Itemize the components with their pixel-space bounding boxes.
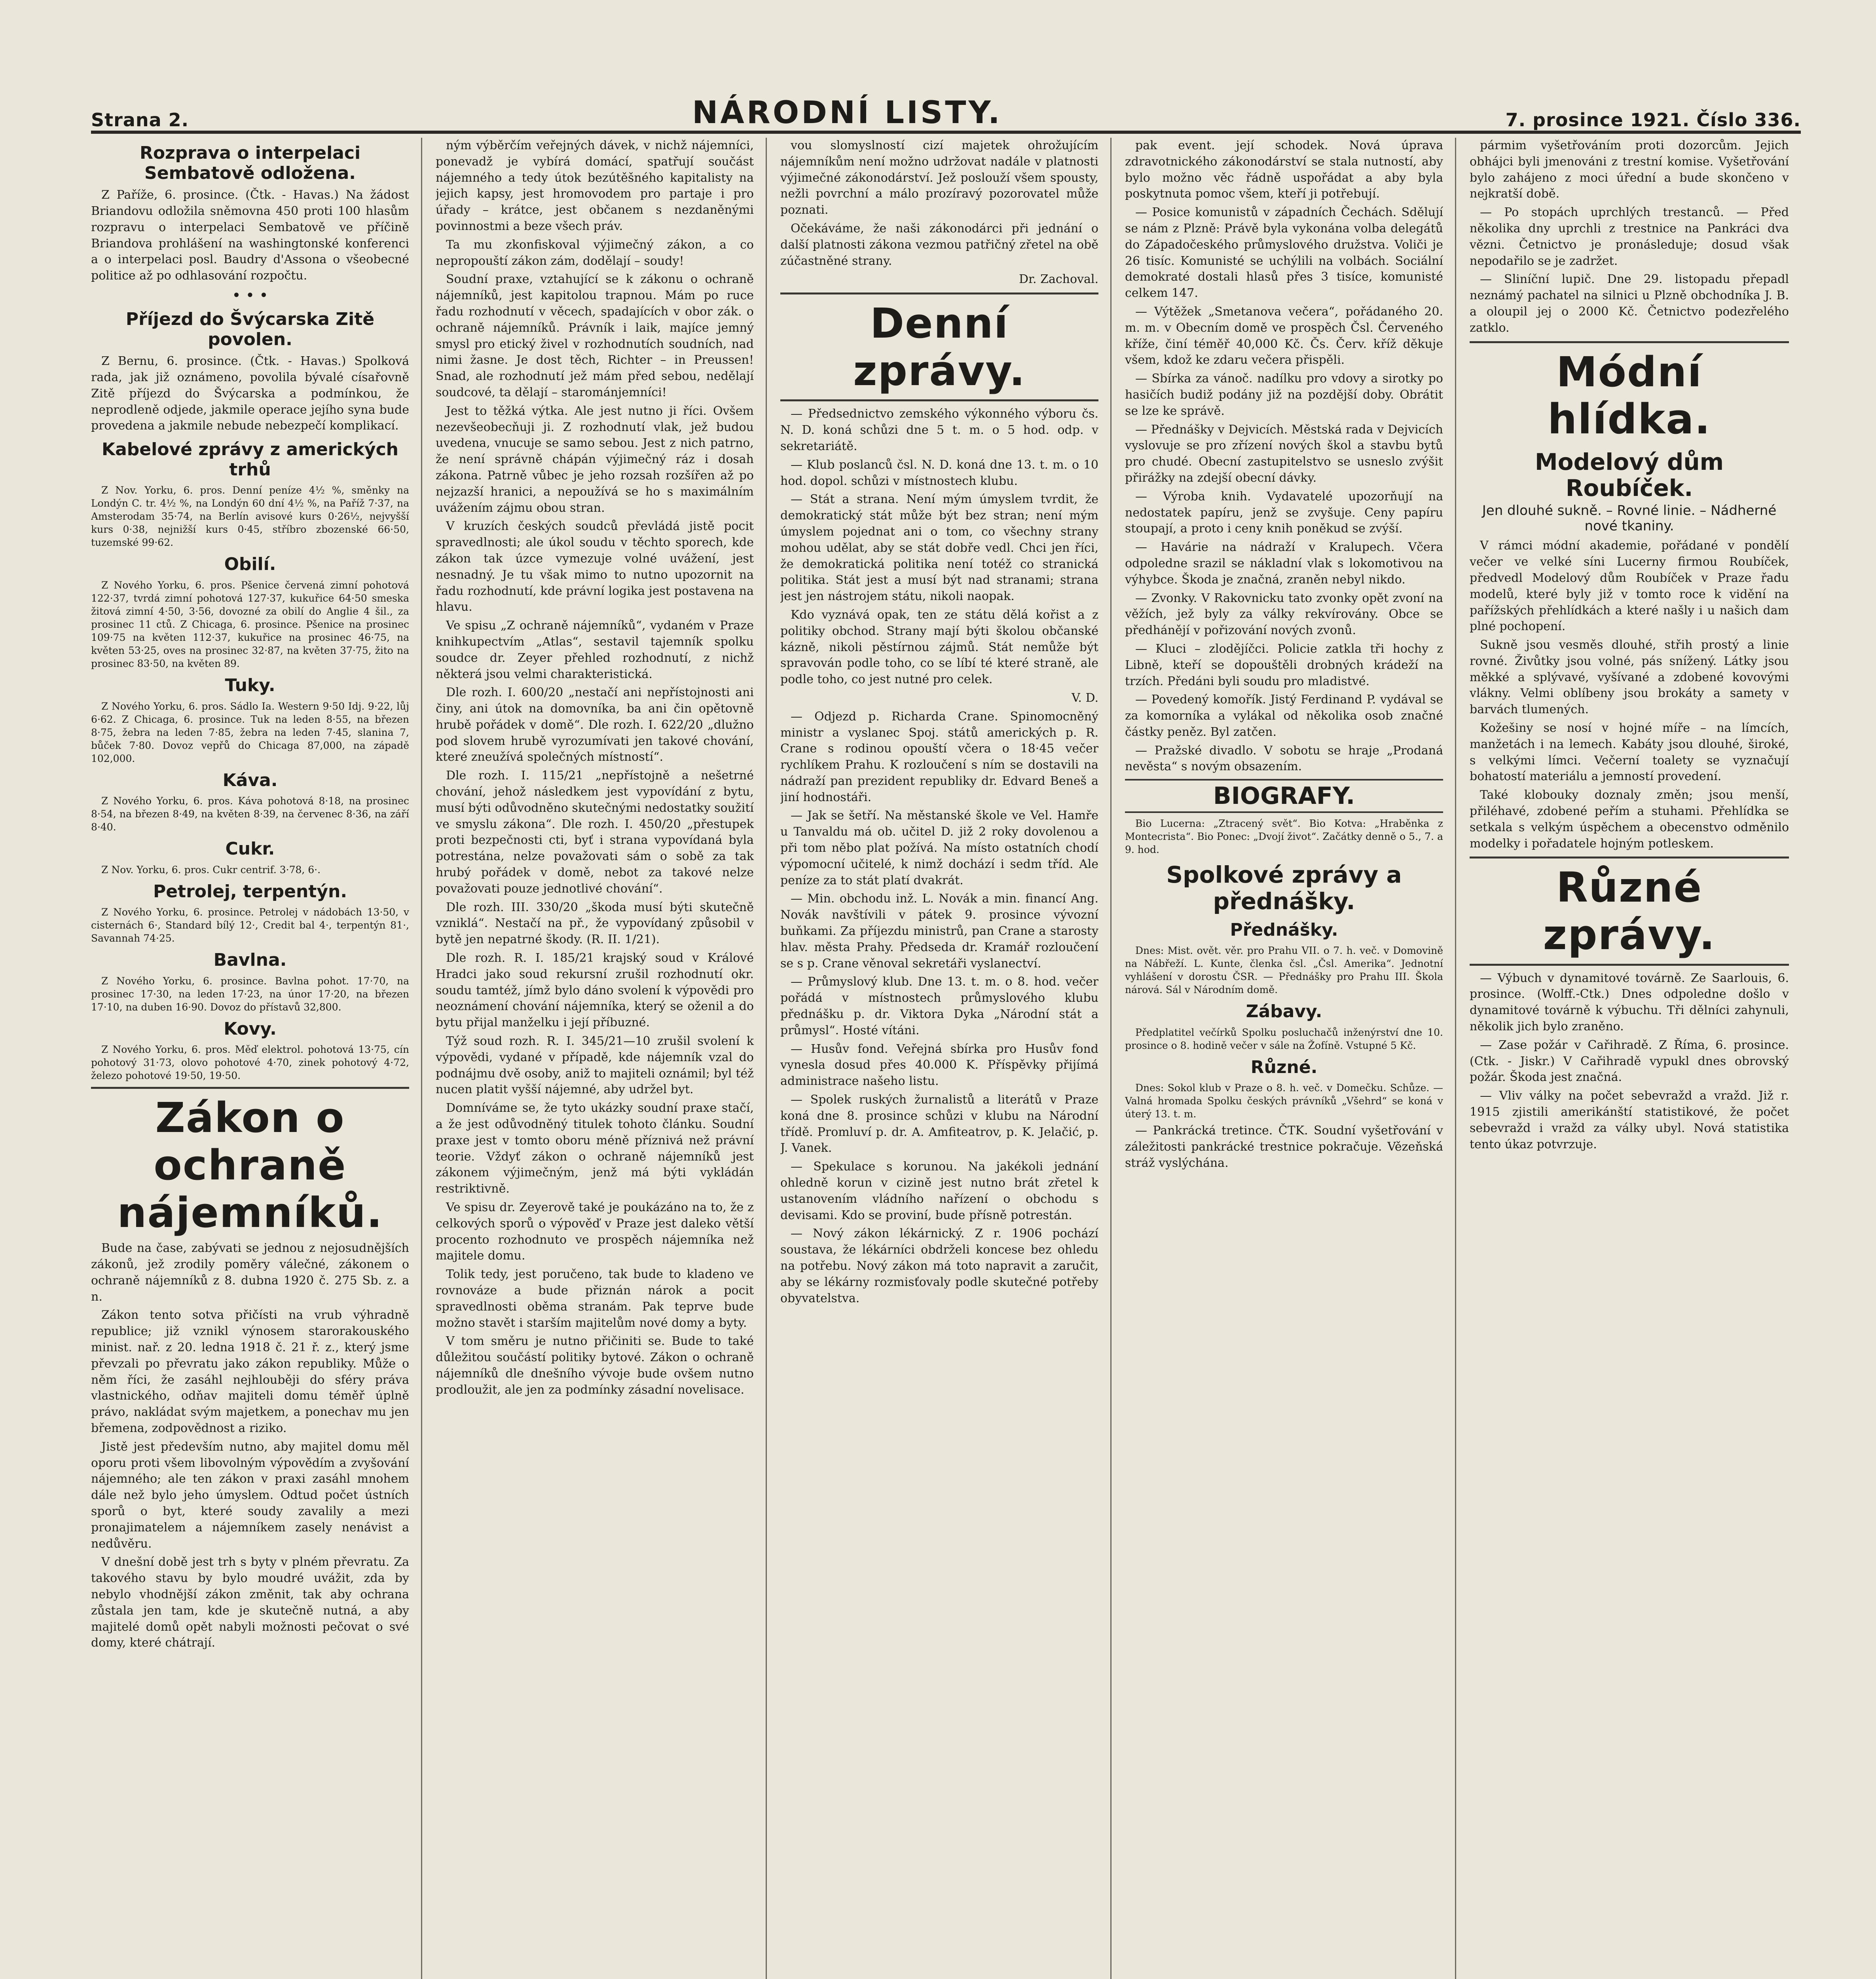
market-subhead: Tuky. xyxy=(225,675,275,695)
article-headline: Příjezd do Švýcarska Zitě povolen. xyxy=(125,309,375,349)
article-paragraph: ným výběrčím veřejných dávek, v nichž nájemníci, ponevadž je vybírá domácí, spatřují součást nájemného a tedy útok bezútěšného kapitalisty na jejich kapsy, jest hromovodem pro partaje i pro úřady – krátce, jest občanem s nezdaněnými povinnostmi a beze všech práv. xyxy=(436,139,754,233)
news-item: — Výroba knih. Vydavatelé upozorňují na nedostatek papíru, jenž se zvyšuje. Ceny papíru stoupají, a proto i ceny knih poněkud se zvýší. xyxy=(1125,489,1443,536)
article-paragraph: V kruzích českých soudců převládá jistě pocit spravedlnosti; ale úkol soudu v těchto sporech, kde zákon tak úzce vymezuje volné uvážení, jest nesnadný. Je tu však mimo to nutno upozornit na řadu rozhodnutí, kde právní logika jest postavena na hlavu. xyxy=(436,519,754,614)
section-headline: Módní hlídka. xyxy=(1548,348,1711,444)
market-subhead: Kovy. xyxy=(224,1018,277,1039)
news-item: — Min. obchodu inž. L. Novák a min. financí Ang. Novák navštívili v pátek 9. prosince vývozní buňkami. Za příjezdu ministrů, pan Crane a starosty hlav. města Prahy. Předseda dr. Kramář rozloučení se s p. Crane věnoval sekretáři vyslanectví. xyxy=(780,892,1098,971)
news-item: — Průmyslový klub. Dne 13. t. m. o 8. hod. večer pořádá v místnostech průmyslového klubu přednášku p. dr. Viktora Dyka „Národní stát a průmysl“. Hosté vítáni. xyxy=(780,975,1098,1037)
market-report: Z Nového Yorku, 6. pros. Káva pohotová 8·18, na prosinec 8·54, na březen 8·49, na květen 8·39, na červenec 8·36, na září 8·40. xyxy=(91,795,409,833)
news-item: — Sliníční lupič. Dne 29. listopadu přepadl neznámý pachatel na silnici u Plzně obchodníka J. B. a oloupil jej o 2000 Kč. Četnictvo podezřelého zatklo. xyxy=(1470,272,1789,335)
news-item: pak event. její schodek. Nová úprava zdravotnického zákonodárství se stala nutností, aby bylo možno věc řádně uspořádat a aby byla poskytnuta pomoc všem, kteří ji potřebují. xyxy=(1125,139,1443,201)
article-signature: Dr. Zachoval. xyxy=(1019,272,1098,287)
news-item: — Pankrácká tretince. ČTK. Soudní vyšetřování v záležitosti pankrácké trestnice pokračuje. Vězeňská stráž vyslýchána. xyxy=(1125,1124,1443,1170)
article-paragraph: Domníváme se, že tyto ukázky soudní praxe stačí, a že jest odůvodněný titulek tohoto článku. Soudní praxe jest v tomto oboru méně příznivá než právní teorie. Vždyť zákon o ochraně nájemníků jest zákonem výjimečným, jenž má býti vykládán restriktivně. xyxy=(436,1101,754,1196)
article-headline: Modelový dům Roubíček. xyxy=(1535,448,1724,502)
news-item: — Odjezd p. Richarda Crane. Spinomocněný ministr a vyslanec Spoj. států amerických p. R. Crane s rodinou opouští včera o 18·45 večer rychlíkem Prahu. K rozloučení s ním se dostavili na nádraží pan prezident republiky dr. Edvard Beneš a jiní hodnostáři. xyxy=(780,709,1098,804)
news-item: — Po stopách uprchlých trestanců. — Před několika dny uprchli z trestnice na Pankráci dva vězni. Četnictvo je pronásleduje; dosud však nepodařilo se je zadržet. xyxy=(1470,205,1789,268)
news-item: — Posice komunistů v západních Čechách. Sdělují se nám z Plzně: Právě byla vykonána volba delegátů do Západočeského průmyslového družstva. Voliči je 26 tisíc. Komunisté se uchýlili na volbách. Sociální demokraté dostali hlasů přes 3 tisíce, komunisté celkem 147. xyxy=(1125,205,1443,300)
news-item: — Jak se šetří. Na městanské škole ve Vel. Hamře u Tanvaldu má ob. učitel D. již 2 roky dovolenou a při tom něbo plat požívá. Na místo ostatních chodí výpomocní učitelé, k nimž dochází i sedm tříd. Ale peníze za to stát platí dvakrát. xyxy=(780,809,1098,887)
article-paragraph: Sukně jsou vesměs dlouhé, střih prostý a linie rovné. Živůtky jsou volné, pás snížený. Látky jsou měkké a splývavé, vyšívané a zdobené kovovými vlákny. Velmi oblíbeny jsou brokáty a samety v barvách tlumených. xyxy=(1470,638,1789,717)
article-paragraph: Ve spisu „Z ochraně nájemníků“, vydaném v Praze knihkupectvím „Atlas“, sestavil tajemník spolku soudce dr. Zeyer přehled rozhodnutí, z nichž některá jsou velmi charakteristická. xyxy=(436,619,754,681)
market-subhead: Bavlna. xyxy=(213,950,287,971)
market-report: Z Nového Yorku, 6. prosince. Bavlna pohot. 17·70, na prosinec 17·30, na leden 17·23, na únor 17·20, na březen 17·10, na duben 16·90. Dovoz do přístavů 32,800. xyxy=(91,975,409,1013)
market-subhead: Káva. xyxy=(222,770,278,790)
column-4 xyxy=(1125,138,1456,1979)
issue-date: 7. prosince 1921. Číslo 336. xyxy=(1505,109,1801,131)
article-paragraph: Také klobouky doznaly změn; jsou menší, přiléhavé, zdobené peřím a stuhami. Přehlídka se setkala s velkým úspěchem a obecenstvo odměnilo modelky i pořadatele hojným potleskem. xyxy=(1470,788,1789,851)
news-item: — Povedený komořík. Jistý Ferdinand P. vydával se za komorníka a vylákal od několika osob značné částky peněz. Byl zatčen. xyxy=(1125,693,1443,739)
news-item: — Pražské divadlo. V sobotu se hraje „Prodaná nevěsta“ s novým obsazením. xyxy=(1125,743,1443,774)
news-item: — Výtěžek „Smetanova večera“, pořádaného 20. m. m. v Obecním domě ve prospěch Čsl. Červeného kříže, činí téměř 40,000 Kč. Čs. Červ. kříž děkuje všem, kdož ke zdaru večera přispěli. xyxy=(1125,304,1443,367)
article-paragraph: Zákon tento sotva přičísti na vrub výhradně republice; již vznikl výnosem starorakouského minist. nař. z 20. ledna 1918 č. 21 ř. z., který jsme převzali po převratu jako zákon republiky. Může o něm říci, že zasáhl nejhlouběji do sféry práva vlastnického, odňav majiteli domu téměř úplně právo, nakládat svým majetkem, a ponechav mu jen břemena, zodpovědnost a riziko. xyxy=(91,1308,409,1436)
news-item: — Předsednictvo zemského výkonného výboru čs. N. D. koná schůzi dne 5 t. m. o 5 hod. odp. v sekretariátě. xyxy=(780,407,1098,453)
article-subheadline: Jen dlouhé sukně. – Rovné linie. – Nádherné nové tkaniny. xyxy=(1482,503,1777,534)
article-paragraph: Z Bernu, 6. prosince. (Čtk. - Havas.) Spolková rada, jak již oznámeno, povolila bývalé císařovně Zitě příjezd do Švýcarska a podmínkou, že neprodleně odjede, jakmile operace jejího syna bude provedena a jakmile nebude nebezpečí komplikací. xyxy=(91,354,409,433)
market-report: Z Nového Yorku, 6. pros. Měď elektrol. pohotová 13·75, cín pohotový 31·73, olovo pohotové 4·70, zinek pohotový 4·72, železo pohotové 19·50, 19·50. xyxy=(91,1044,409,1082)
divider xyxy=(780,399,1098,401)
section-headline: Denní zprávy. xyxy=(853,299,1026,395)
market-subhead: Petrolej, terpentýn. xyxy=(153,881,347,902)
article-paragraph: Ta mu zkonfiskoval výjimečný zákon, a co nepropouští zákon zám, dodělají – soudy! xyxy=(436,237,754,268)
news-item: — Výbuch v dynamitové továrně. Ze Saarlouis, 6. prosince. (Wolff.-Ctk.) Dnes odpoledne došlo v dynamitové továrně k výbuchu. Tři dělníci zahynuli, několik jich bylo zraněno. xyxy=(1470,971,1789,1034)
article-paragraph: Očekáváme, že naši zákonodárci při jednání o další platnosti zákona vezmou patřičný zřetel na obě zúčastněné strany. xyxy=(780,221,1098,268)
news-item: — Zase požár v Cařihradě. Z Říma, 6. prosince. (Ctk. - Jiskr.) V Cařihradě vypukl dnes obrovský požár. Škoda jest značná. xyxy=(1470,1038,1789,1084)
masthead xyxy=(91,71,1801,134)
article-paragraph: Z Paříže, 6. prosince. (Čtk. - Havas.) Na žádost Briandovu odložila sněmovna 450 proti 100 hlasům rozpravu o interpelaci Sembatově ve příčině Briandova prohlášení na washingtonské konferenci a o interpelaci posl. Baudry d'Assona o všeobecné politice až po odhlasování rozpočtu. xyxy=(91,188,409,283)
article-paragraph: Dle rozh. R. I. 185/21 krajský soud v Králové Hradci jako soud rekursní zrušil rozhodnutí okr. soudu tamtéž, jímž bylo dáno svolení k výpovědi pro neoznámení chování nájemníka, který se oženil a do bytu přijal manželku i její příbuzné. xyxy=(436,951,754,1030)
news-item: — Nový zákon lékárnický. Z r. 1906 pochází soustava, že lékárníci obdrželi koncese bez ohledu na potřebu. Nový zákon má toto napravit a zaručit, aby se lékárny rozmisťovaly podle skutečné potřeby obyvatelstva. xyxy=(780,1227,1098,1305)
market-report: Z Nov. Yorku, 6. pros. Cukr centrif. 3·78, 6·. xyxy=(101,864,321,876)
article-paragraph: Dle rozh. I. 115/21 „nepřístojně a nešetrné chování, jehož následkem jest vypovídání z bytu, musí býti odůvodněno skutečnými nedostatky soužití ve smyslu zákona“. Dle rozh. I. 450/20 „přestupek proti bezpečnosti cti, byť i strana vypovídaná byla potrestána, nelze považovati sám o sobě za tak hrubý pořádek v domě, nebot za takové nelze považovati pouze jednotlivé chování“. xyxy=(436,769,754,896)
event-listing: Předplatitel večírků Spolku posluchačů inženýrství dne 10. prosince o 8. hodině večer v sále na Žofíně. Vstupné 5 Kč. xyxy=(1125,1026,1443,1051)
news-item: pármim vyšetřováním proti dozorcům. Jejich obhájci byli jmenováni z trestní komise. Vyšetřování bylo zahájeno z moci úřední a bude skončeno v nejkratší době. xyxy=(1470,139,1789,201)
news-item: — Spekulace s korunou. Na jakékoli jednání ohledně korun v cizině jest nutno brát zřetel k ustanovením vládního nařízení o obchodu s devisami. Kdo se proviní, bude přísně potrestán. xyxy=(780,1160,1098,1222)
article-paragraph: vou slomyslností cizí majetek ohrožujícím nájemníkům není možno udržovat nadále v platnosti výjimečné zákonodárství. Jež poslouží všem spousty, nežli povrchní a málo prozíravý pozorovatel může poznati. xyxy=(780,139,1098,217)
news-item: — Vliv války na počet sebevražd a vražd. Již r. 1915 zjistili amerikánští statistikové, že počet sebevražd i vražd za války ubyl. Nová statistika tento úkaz potvrzuje. xyxy=(1470,1089,1789,1151)
news-item: Kdo vyznává opak, ten ze státu dělá kořist a z politiky obchod. Strany mají býti školou občanské kázně, nikoli pěstírnou zájmů. Stát nemůže být spravován podle toho, co se líbí té které straně, ale podle toho, co jest nutné pro celek. xyxy=(780,608,1098,687)
article-paragraph: Bude na čase, zabývati se jednou z nejosudnějších zákonů, jež zrodily poměry válečné, zákonem o ochraně nájemníků z 8. dubna 1920 č. 275 Sb. z. a n. xyxy=(91,1241,409,1304)
page-number: Strana 2. xyxy=(91,109,189,131)
divider xyxy=(780,292,1098,294)
subsection-headline: Zábavy. xyxy=(1246,1001,1322,1022)
event-listing: Dnes: Mist. ovět. věr. pro Prahu VII. o 7. h. več. v Domovině na Nábřeží. L. Kunte, členka čsl. „Čsl. Amerika“. Jednotní vyhlášení v dorostu ČSR. — Přednášky pro Prahu III. Škola nárová. Sál v Národním domě. xyxy=(1125,945,1443,996)
article-paragraph: V rámci módní akademie, pořádané v pondělí večer ve velké síni Lucerny firmou Roubíček, předvedl Modelový dům Roubíček v Praze řadu modelů, které byly již v tomto roce k vidění na pařížských přehlídkách a které našly i u našich dam plné pochopení. xyxy=(1470,539,1789,634)
market-report: Z Nového Yorku, 6. pros. Pšenice červená zimní pohotová 122·37, tvrdá zimní pohotová 127·37, kukuřice 64·50 smeska žitová zimní 4·50, 3·56, dovozné za obilí do Anglie 4 šil., za prosinec 11 ctů. Z Chicaga, 6. prosince. Pšenice na prosinec 109·75 na květen 112·37, kukuřice na prosinec 46·75, na květen 53·25, oves na prosinec 32·87, na květen 37·75, žito na prosinec 83·50, na květen 89. xyxy=(91,579,409,669)
columns xyxy=(91,138,1801,1979)
section-headline: BIOGRAFY. xyxy=(1125,779,1443,813)
column-2 xyxy=(436,138,767,1979)
article-signature: V. D. xyxy=(1071,691,1098,705)
event-listing: Dnes: Sokol klub v Praze o 8. h. več. v Domečku. Schůze. — Valná hromada Spolku českých právníků „Všehrd“ se koná v úterý 13. t. m. xyxy=(1125,1082,1443,1120)
article-paragraph: Týž soud rozh. R. I. 345/21—10 zrušil svolení k výpovědi, vydané v případě, kde nájemník vzal do podnájmu dvě osoby, aniž to majiteli oznámil; byl též nucen platit vyšší nájemné, aby udržel byt. xyxy=(436,1034,754,1097)
news-item: — Stát a strana. Není mým úmyslem tvrdit, že demokratický stát může být bez stran; není mým úmyslem pojednat ani o tom, co všechny strany mohou udělat, aby se stát dobře vedl. Chci jen říci, že demokratická politika není totéž co stranická politika. Stát jest a musí být nad stranami; strana jest jen nástrojem státu, nikoli naopak. xyxy=(780,492,1098,604)
section-headline: Spolkové zprávy a přednášky. xyxy=(1166,861,1402,915)
article-paragraph: Jest to těžká výtka. Ale jest nutno ji říci. Ovšem nezevšeobecňuji ji. Z rozhodnutí vlak, jež budou uvedena, vnucuje se samo sebou. Jest z nich patrno, že není správně chápán výjimečný ráz i dosah zákona. Patrně vůbec je jeho rozsah rozšířen až po nejzazší hranici, a nepoužívá se ho s maximálním uvážením zájmu obou stran. xyxy=(436,404,754,515)
column-3 xyxy=(780,138,1112,1979)
market-subhead: Cukr. xyxy=(225,839,275,859)
cinema-listing: Bio Lucerna: „Ztracený svět“. Bio Kotva: „Hraběnka z Montecrista“. Bio Ponec: „Dvojí život“. Začátky denně o 5., 7. a 9. hod. xyxy=(1125,818,1443,856)
divider xyxy=(91,1087,409,1089)
news-item: — Havárie na nádraží v Kralupech. Včera odpoledne srazil se nákladní vlak s lokomotivou na výhybce. Škoda je značná, zraněn nebyl nikdo. xyxy=(1125,540,1443,587)
subsection-headline: Přednášky. xyxy=(1230,919,1338,940)
market-report: Z Nového Yorku, 6. pros. Sádlo Ia. Western 9·50 Idj. 9·22, lůj 6·62. Z Chicaga, 6. prosince. Tuk na leden 8·55, na březen 8·75, žebra na leden 7·85, žebra na leden 7·45, slanina 7, bůček 7·80. Dovoz vepřů do Chicaga 87,000, na západě 102,000. xyxy=(91,700,409,764)
market-subhead: Obilí. xyxy=(224,554,276,575)
separator-dots: • • • xyxy=(232,286,268,304)
news-item: — Sbírka za vánoč. nadílku pro vdovy a sirotky po hasičích budiž podány již na pozdější doby. Obrátit se lze ke správě. xyxy=(1125,372,1443,418)
news-item: — Klub poslanců čsl. N. D. koná dne 13. t. m. o 10 hod. dopol. schůzi v místnostech klubu. xyxy=(780,458,1098,488)
article-paragraph: Dle rozh. III. 330/20 „škoda musí býti skutečně vzniklá“. Nestačí na př., že vypovídaný způsobil v bytě jen nepatrné škody. (R. II. 1/21). xyxy=(436,900,754,947)
article-paragraph: V dnešní době jest trh s byty v plném převratu. Za takového stavu by bylo moudré uvážit, zda by nebylo vhodnější zákon změnit, tak aby ochrana zůstala jen tam, kde je skutečně nutná, a aby majitelé domů opět nabyli možnosti pečovat o své domy, které chátrají. xyxy=(91,1555,409,1650)
news-item: — Husův fond. Veřejná sbírka pro Husův fond vynesla dosud přes 40.000 K. Příspěvky přijímá administrace našeho listu. xyxy=(780,1042,1098,1088)
newspaper-title: NÁRODNÍ LISTY. xyxy=(692,95,1002,131)
article-paragraph: Jistě jest především nutno, aby majitel domu měl oporu proti všem libovolným výpovědím a zvyšování nájemného; ale ten zákon v praxi zasáhl mnohem dále než bylo jeho úmyslem. Odtud počet ústních sporů o byt, které soudy zavalily a mezi pronajimatelem a nájemníkem zasely nenávist a nedůvěru. xyxy=(91,1440,409,1551)
article-paragraph: Ve spisu dr. Zeyerově také je poukázáno na to, že z celkových sporů o výpověď v Praze jest daleko větší procento rozhodnuto ve prospěch nájemníka než majitele domu. xyxy=(436,1200,754,1263)
section-headline: Kabelové zprávy z amerických trhů xyxy=(102,439,398,480)
article-paragraph: Tolik tedy, jest poručeno, tak bude to kladeno ve rovnováze a bude přiznán nárok a pocit spravedlnosti oběma stranám. Pak teprve bude možno stavět i starším majitelům nové domy a byty. xyxy=(436,1267,754,1330)
article-paragraph: Soudní praxe, vztahující se k zákonu o ochraně nájemníků, jest kapitolou trapnou. Mám po ruce řadu rozhodnutí v věcech, spadajících v obor zák. o ochraně nájemníků. Právník i laik, majíce jemný smysl pro etický živel v rozhodnutích soudních, nad nimi žasne. Je dost těch, Richter – in Preussen! Snad, ale rozhodnutí jež mám před sebou, nedělají soudcové, ta dělají – starománjemníci! xyxy=(436,272,754,399)
column-5 xyxy=(1470,138,1801,1979)
article-paragraph: V tom směru je nutno přičiniti se. Bude to také důležitou součástí politiky bytové. Zákon o ochraně nájemníků dle dnešního vývoje bude ovšem nutno prodloužit, ale jen za podmínky zásadní novelisace. xyxy=(436,1334,754,1397)
market-report: Z Nov. Yorku, 6. pros. Denní peníze 4½ %, směnky na Londýn C. tr. 4½ %, na Londýn 60 dní 4½ %, na Paříž 7·37, na Amsterodam 35·74, na Berlín avisové kurs 0·26½, nejvyšší kurs 0·38, nejnižší kurs 0·45, stříbro zbozenské 66·50, tuzemské 99·62. xyxy=(91,484,409,549)
divider xyxy=(1470,857,1789,858)
subsection-headline: Různé. xyxy=(1250,1057,1318,1077)
article-paragraph: Dle rozh. I. 600/20 „nestačí ani nepřístojnosti ani činy, ani útok na domovníka, ba ani čin opětovně hrubě pořádek v domě“. Dle rozh. I. 622/20 „dlužno pod slovem hrubě vyrozumívati jen takové chování, které zneužívá společných místností“. xyxy=(436,686,754,764)
section-headline: Různé zprávy. xyxy=(1543,863,1716,959)
feature-headline: Zákon o ochraně nájemníků. xyxy=(117,1094,383,1237)
article-headline: Rozprava o interpelaci Sembatově odložena. xyxy=(139,143,361,183)
news-item: — Přednášky v Dejvicích. Městská rada v Dejvicích vyslovuje se pro zřízení nových škol a stavbu bytů pro chudé. Obecní zastupitelstvo se usneslo zvýšit přirážky na zdejší obecní dávky. xyxy=(1125,422,1443,485)
market-report: Z Nového Yorku, 6. prosince. Petrolej v nádobách 13·50, v cisternách 6·, Standard bílý 12·, Credit bal 4·, terpentýn 81·, Savannah 74·25. xyxy=(91,906,409,944)
column-1 xyxy=(91,138,422,1979)
news-item: — Kluci – zlodějíčci. Policie zatkla tři hochy z Libně, kteří se dopouštěli drobných krádeží na trzích. Předáni byli soudu pro mladistvé. xyxy=(1125,642,1443,688)
divider xyxy=(1470,341,1789,343)
article-paragraph: Kožešiny se nosí v hojné míře – na límcích, manžetách i na lemech. Kabáty jsou dlouhé, široké, s velkými límci. Večerní toalety se vyznačují bohatostí materiálu a jemností provedení. xyxy=(1470,721,1789,784)
news-item: — Spolek ruských žurnalistů a literátů v Praze koná dne 8. prosince schůzi v klubu na Národní třídě. Promluví p. dr. A. Amfiteatrov, p. K. Jelačić, p. J. Vanek. xyxy=(780,1093,1098,1155)
news-item: — Zvonky. V Rakovnicku tato zvonky opět zvoní na věžích, jež byly za války rekvírovány. Obce se předhánějí v pořizování nových zvonů. xyxy=(1125,591,1443,638)
divider xyxy=(1470,964,1789,966)
